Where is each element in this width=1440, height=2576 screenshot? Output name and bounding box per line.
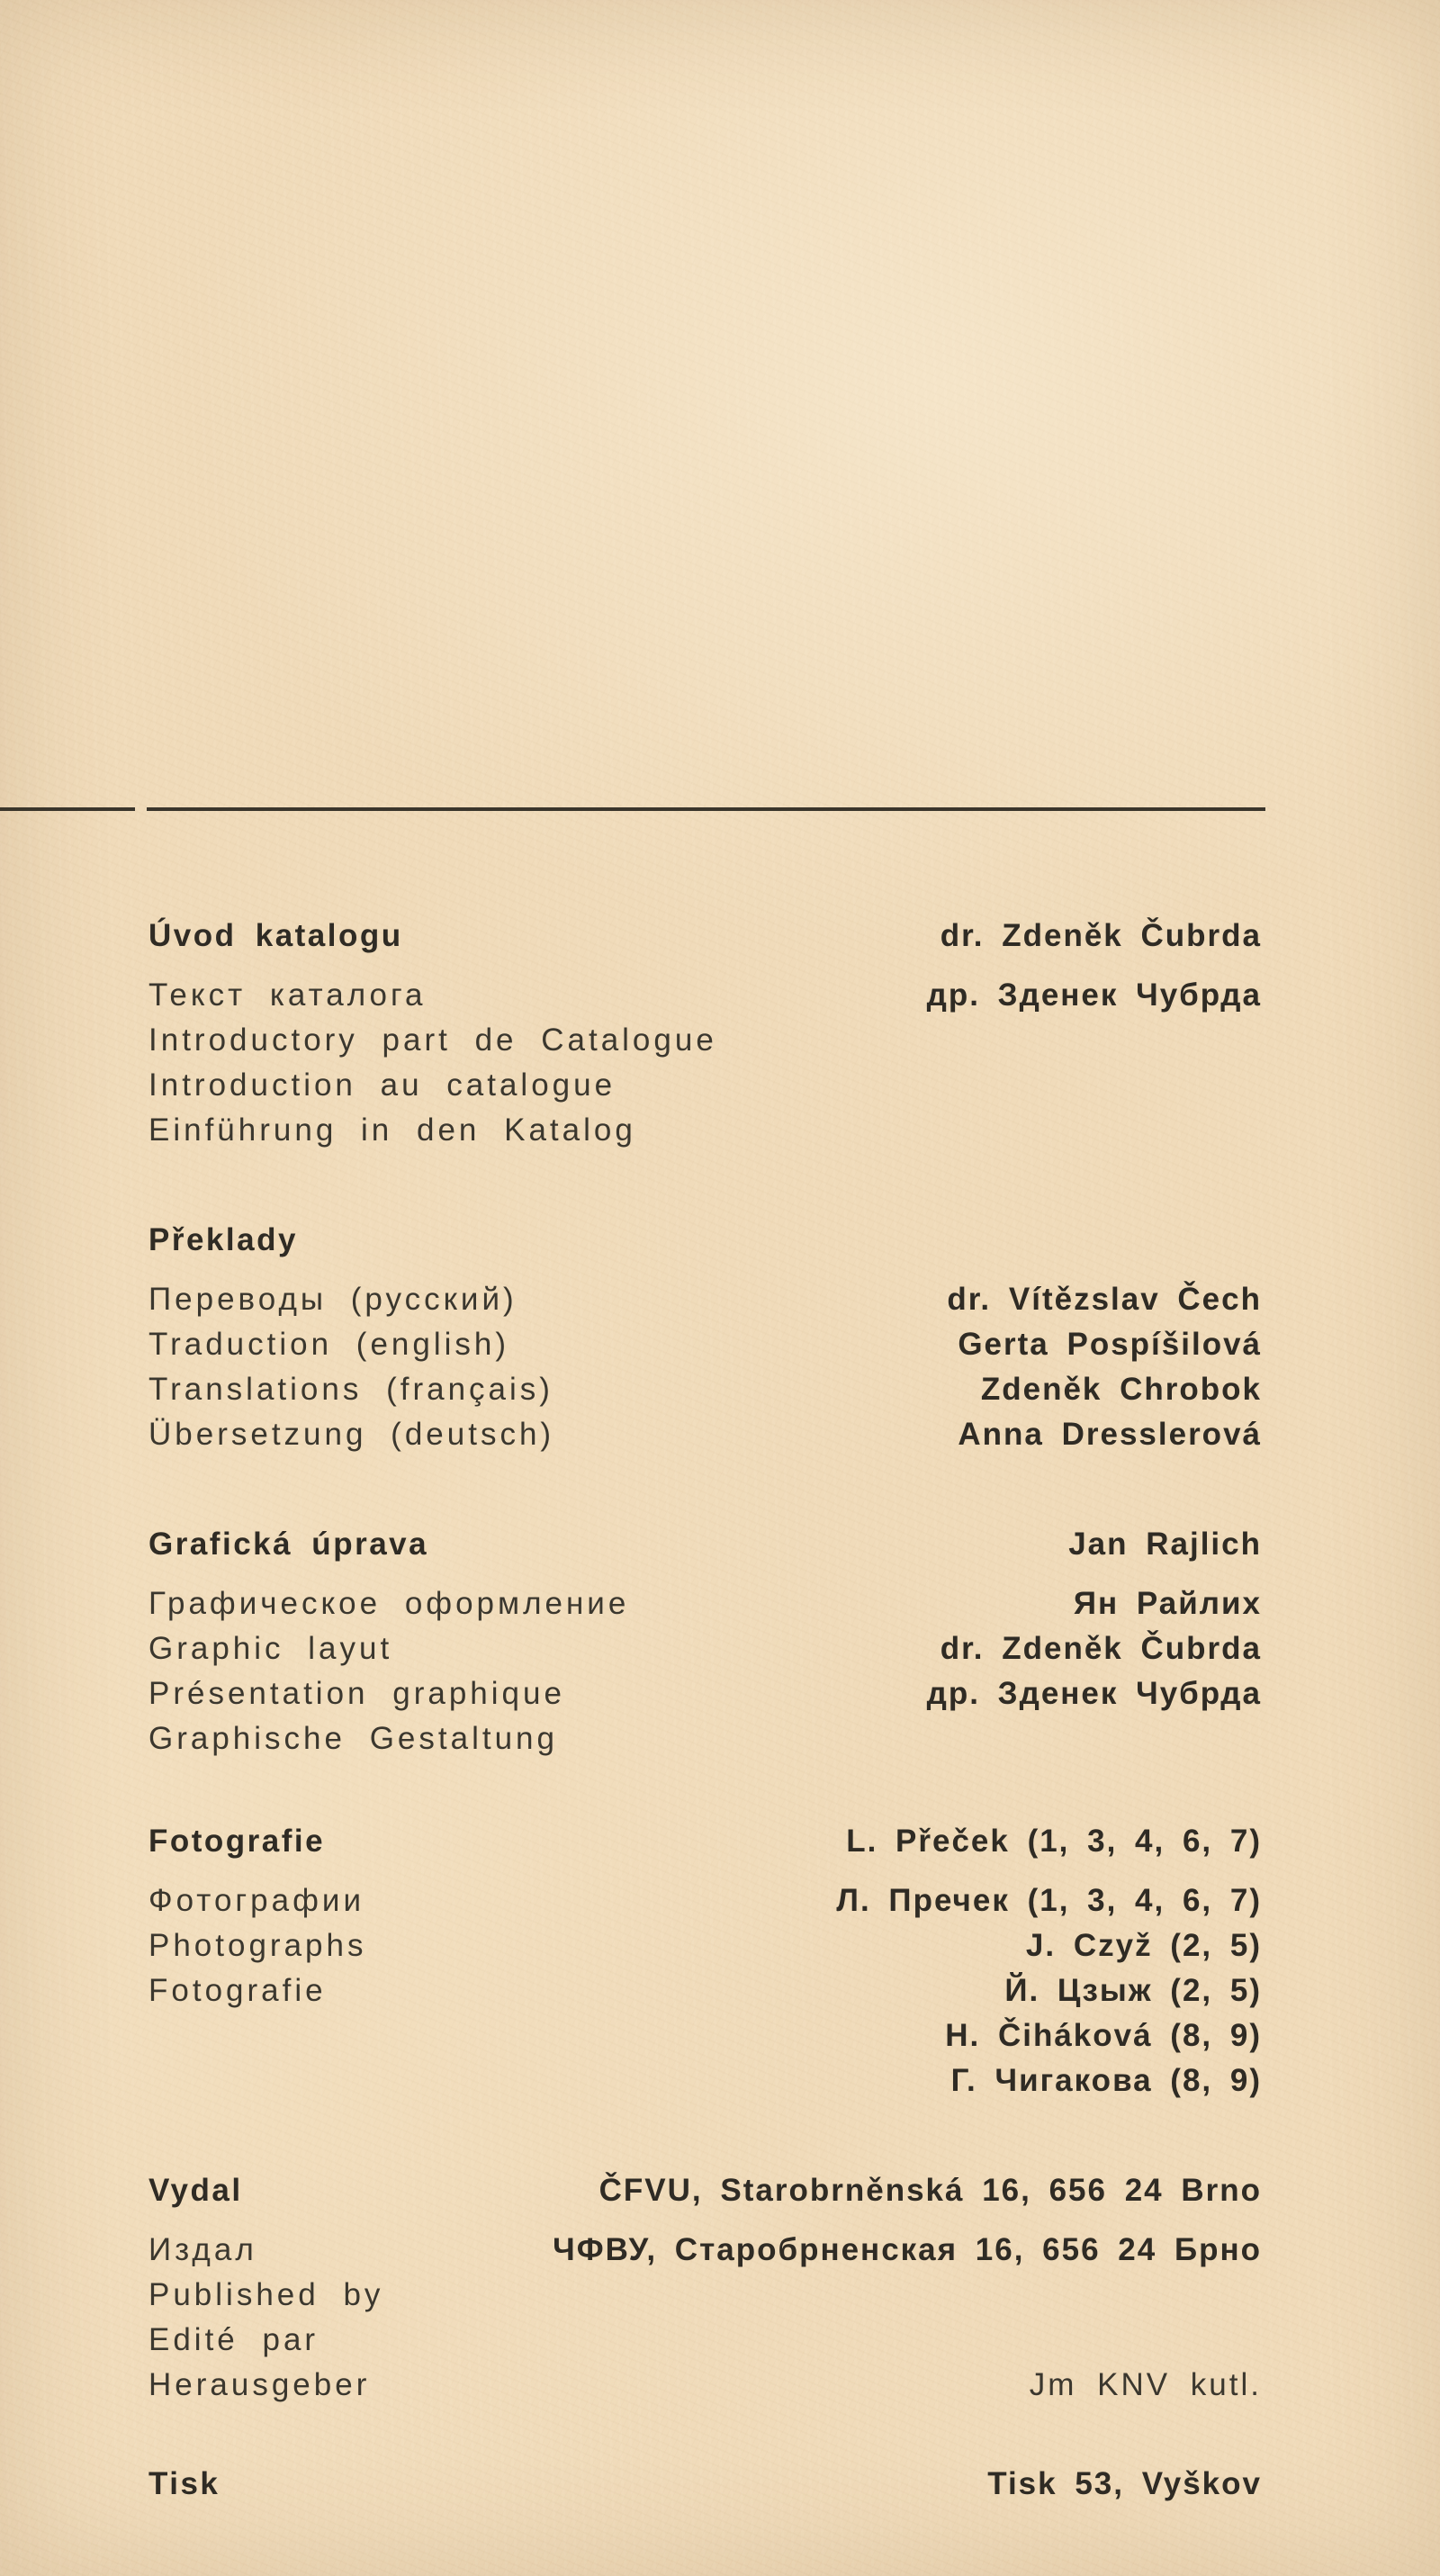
section-heading: Grafická úprava [148, 1527, 429, 1562]
row [148, 1671, 1262, 1716]
label: Графическое оформление [148, 1586, 630, 1621]
row [148, 1878, 1262, 1923]
credit-name: dr. Zdeněk Čubrda [940, 918, 1262, 953]
label: Einführung in den Katalog [148, 1112, 636, 1148]
section-fotografie [148, 1819, 1262, 2103]
row [148, 1581, 1262, 1626]
label: Traduction (english) [148, 1327, 510, 1362]
row [148, 1626, 1262, 1671]
credit-name: др. Зденек Чубрда [926, 977, 1262, 1013]
publisher-address: ČFVU, Starobrněnská 16, 656 24 Brno [598, 2173, 1262, 2208]
label: Herausgeber [148, 2367, 371, 2402]
label: Текст каталога [148, 977, 427, 1013]
row [148, 973, 1262, 1018]
colophon-content [148, 914, 1262, 2521]
label: Published by [148, 2277, 384, 2312]
row [148, 2228, 1262, 2273]
label: Graphic layut [148, 1631, 393, 1666]
row [148, 1108, 1262, 1153]
section-graficka-uprava [148, 1522, 1262, 1761]
credit-name: Gerta Pospíšilová [958, 1327, 1262, 1362]
row [148, 1367, 1262, 1412]
row [148, 1522, 1262, 1567]
divider-line [0, 807, 1265, 811]
label: Photographs [148, 1928, 367, 1963]
credit-name: Ян Райлих [1073, 1586, 1262, 1621]
label: Edité par [148, 2322, 320, 2357]
credit-name: Л. Пречек (1, 3, 4, 6, 7) [836, 1883, 1262, 1918]
section-uvod-katalogu [148, 914, 1262, 1153]
row [148, 2462, 1262, 2507]
label: Переводы (русский) [148, 1282, 518, 1317]
row [148, 1063, 1262, 1108]
row [148, 2013, 1262, 2058]
section-preklady [148, 1218, 1262, 1457]
row [148, 1018, 1262, 1063]
row [148, 1322, 1262, 1367]
section-vydal [148, 2168, 1262, 2408]
imprint-note: Jm KNV kutl. [1029, 2367, 1262, 2402]
row [148, 1716, 1262, 1761]
credit-name: dr. Vítězslav Čech [947, 1282, 1262, 1317]
row [148, 1277, 1262, 1322]
credit-name: др. Зденек Чубрда [926, 1676, 1262, 1711]
label: Introductory part de Catalogue [148, 1022, 717, 1058]
row [148, 1923, 1262, 1968]
label: Translations (français) [148, 1372, 554, 1407]
row [148, 1218, 1262, 1263]
section-heading: Překlady [148, 1222, 298, 1257]
credit-name: Г. Чигакова (8, 9) [950, 2063, 1262, 2098]
section-heading: Fotografie [148, 1824, 326, 1859]
printer-name: Tisk 53, Vyškov [987, 2466, 1262, 2501]
row [148, 2168, 1262, 2213]
row [148, 2273, 1262, 2318]
row [148, 2058, 1262, 2103]
credit-name: Anna Dresslerová [958, 1417, 1262, 1452]
credit-name: dr. Zdeněk Čubrda [940, 1631, 1262, 1666]
row [148, 914, 1262, 959]
label: Présentation graphique [148, 1676, 565, 1711]
row [148, 1968, 1262, 2013]
row [148, 1819, 1262, 1864]
credit-name: L. Přeček (1, 3, 4, 6, 7) [846, 1824, 1262, 1859]
label: Фотографии [148, 1883, 365, 1918]
section-tisk [148, 2462, 1262, 2507]
publisher-address: ЧФВУ, Старобрненская 16, 656 24 Брно [553, 2232, 1262, 2267]
credit-name: Zdeněk Chrobok [980, 1372, 1262, 1407]
section-heading: Tisk [148, 2466, 220, 2501]
credit-name: H. Čiháková (8, 9) [945, 2018, 1262, 2053]
credit-name: Jan Rajlich [1068, 1527, 1262, 1562]
section-heading: Vydal [148, 2173, 243, 2208]
row [148, 2363, 1262, 2408]
label: Graphische Gestaltung [148, 1721, 558, 1756]
credit-name: J. Czyž (2, 5) [1025, 1928, 1262, 1963]
row [148, 2318, 1262, 2363]
label: Übersetzung (deutsch) [148, 1417, 555, 1452]
row [148, 1412, 1262, 1457]
credit-name: Й. Цзыж (2, 5) [1004, 1973, 1262, 2008]
label: Fotografie [148, 1973, 327, 2008]
section-heading: Úvod katalogu [148, 918, 403, 953]
label: Издал [148, 2232, 257, 2267]
label: Introduction au catalogue [148, 1067, 616, 1103]
